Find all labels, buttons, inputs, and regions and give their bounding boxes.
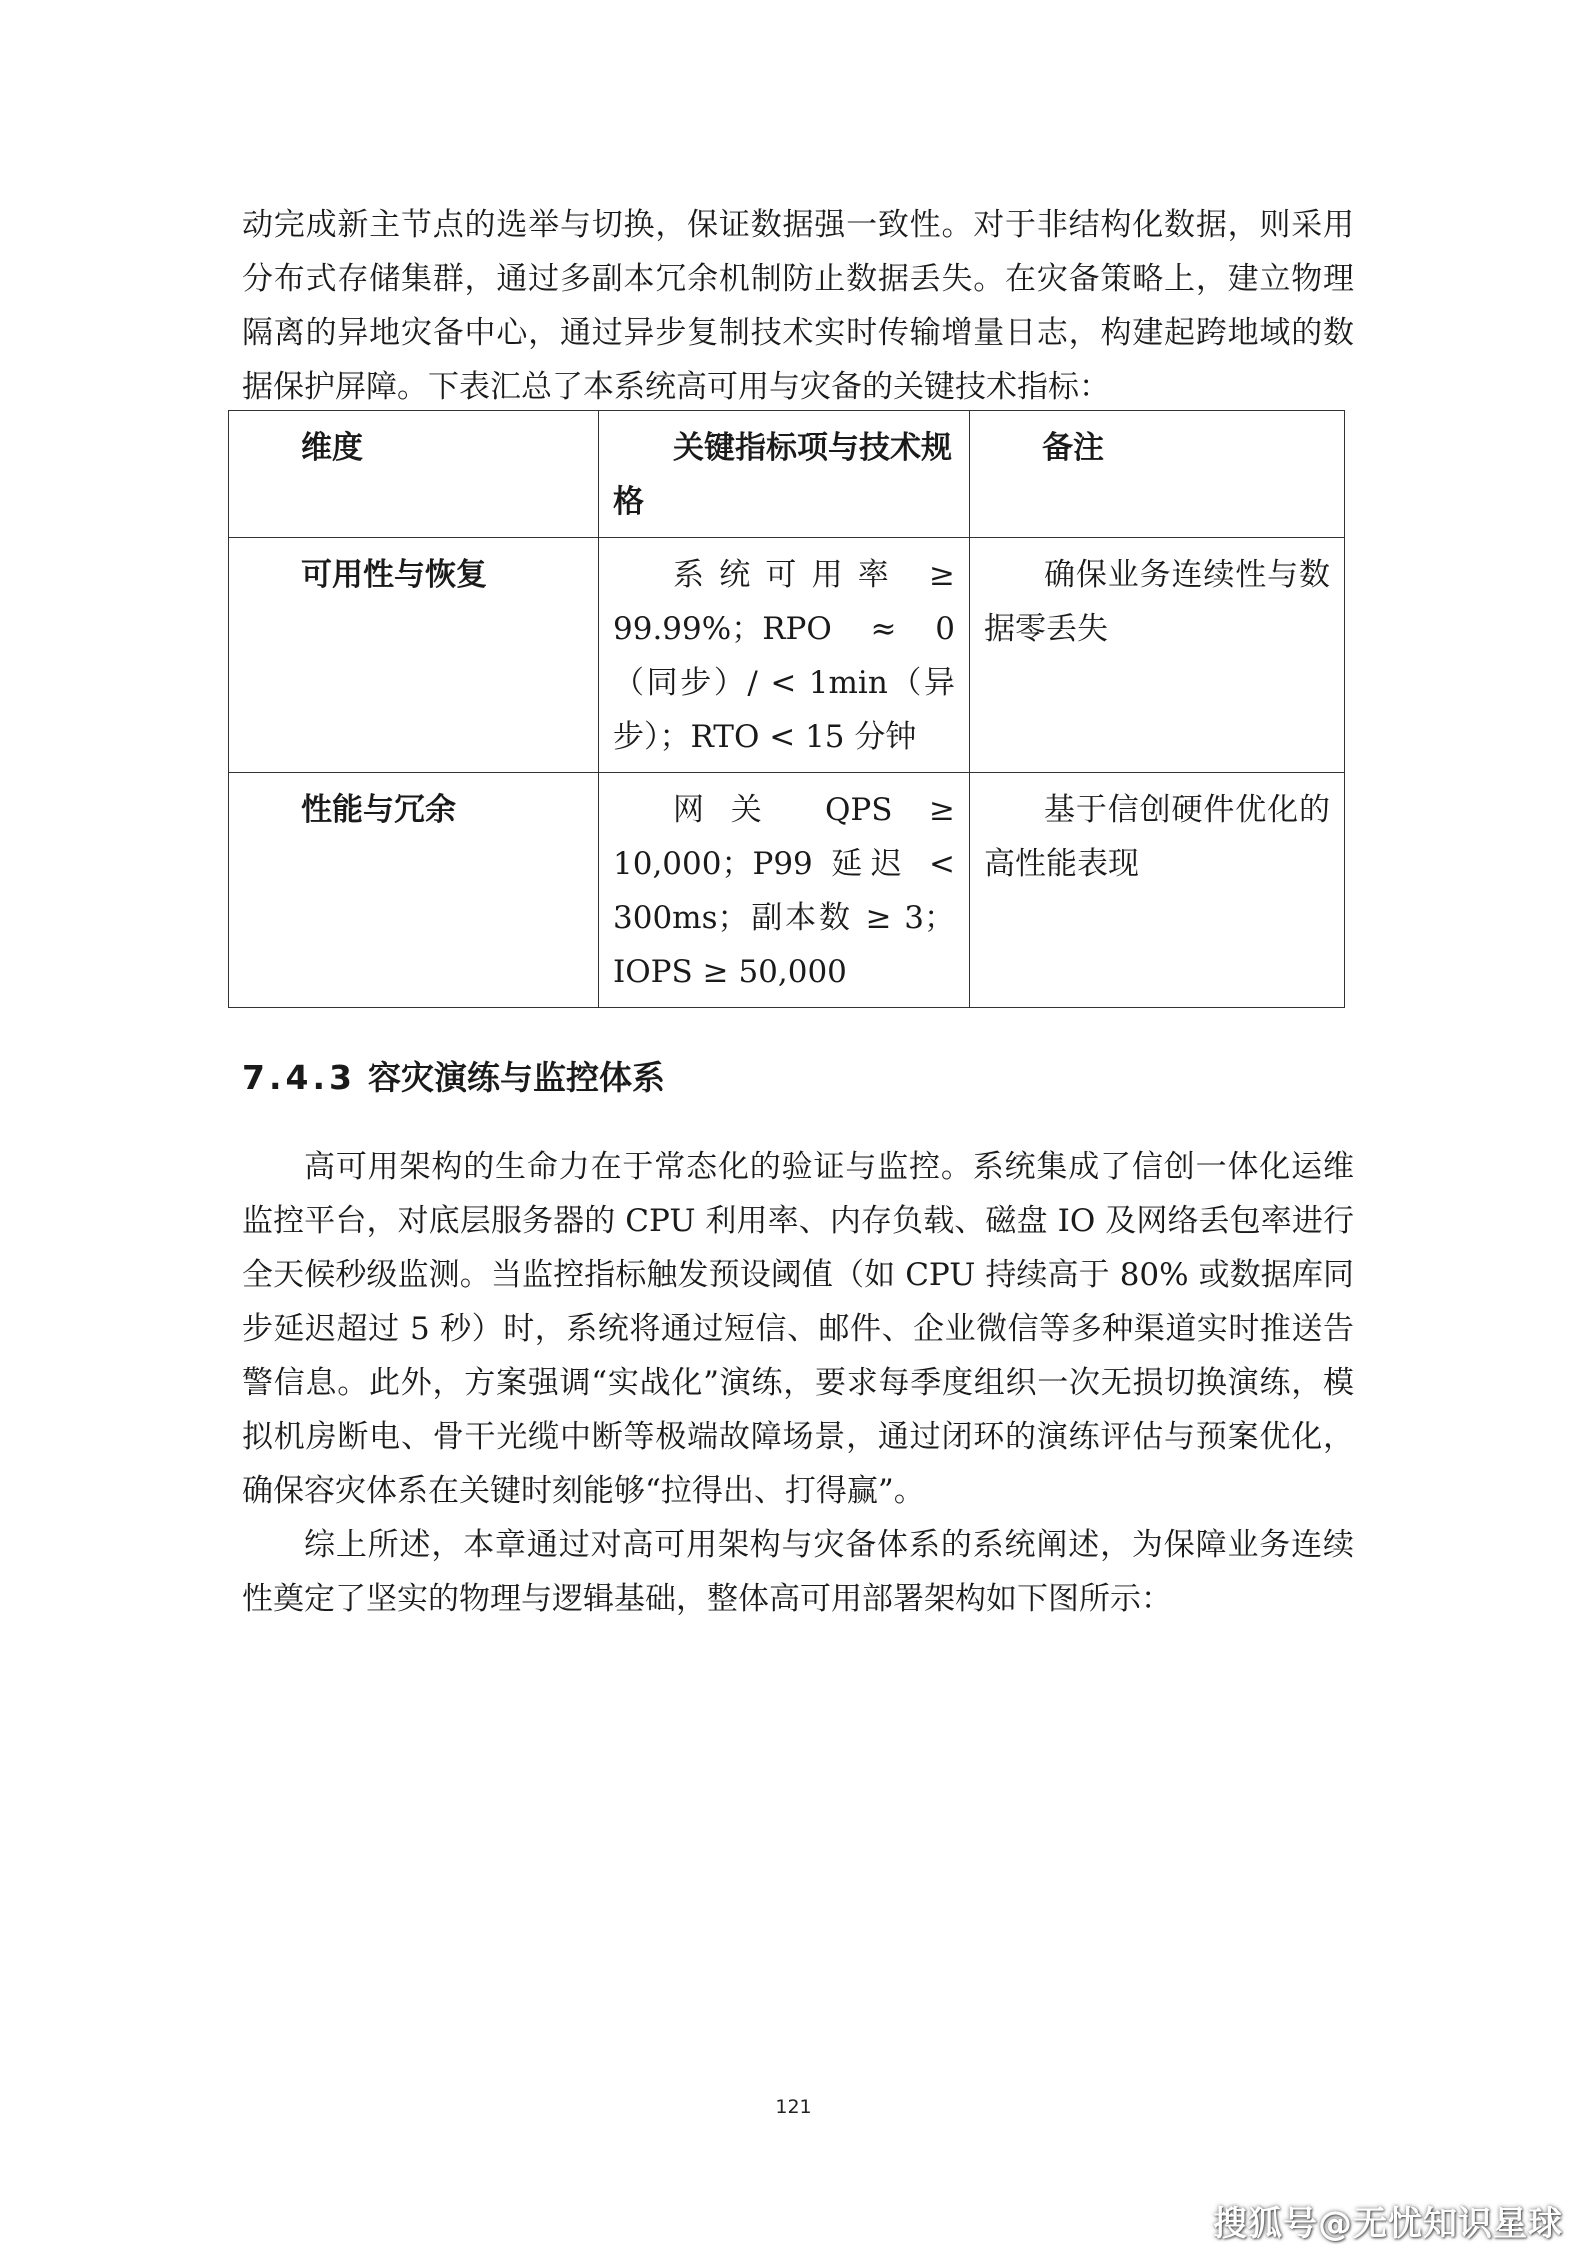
header-note: 备注 bbox=[970, 411, 1345, 538]
summary-paragraph: 综上所述，本章通过对高可用架构与灾备体系的系统阐述，为保障业务连续性奠定了坚实的物理与逻辑基础，整体高可用部署架构如下图所示： bbox=[242, 1527, 1354, 1617]
section-number: 7.4.3 bbox=[242, 1058, 356, 1097]
table-row bbox=[229, 773, 1345, 1008]
row-spec: 网关 QPS ≥ 10,000；P99 延迟 < 300ms；副本数 ≥ 3；IOPS ≥ 50,000 bbox=[599, 773, 970, 1008]
header-spec: 关键指标项与技术规格 bbox=[599, 411, 970, 538]
spec-table bbox=[228, 410, 1345, 1008]
monitoring-paragraph: 高可用架构的生命力在于常态化的验证与监控。系统集成了信创一体化运维监控平台，对底层服务器的 CPU 利用率、内存负载、磁盘 IO 及网络丢包率进行全天候秒级监测。当监控指标触发预设阈值（如 CPU 持续高于 80% 或数据库同步延迟超过 5 秒）时，系统将通过短信、邮件、企业微信等多种渠道实时推送告警信息。此外，方案强调“实战化”演练，要求每季度组织一次无损切换演练，模拟机房断电、骨干光缆中断等极端故障场景，通过闭环的演练评估与预案优化，确保容灾体系在关键时刻能够“拉得出、打得赢”。 bbox=[242, 1149, 1354, 1509]
section-title: 容灾演练与监控体系 bbox=[367, 1058, 665, 1097]
table-header-row bbox=[229, 411, 1345, 538]
row-spec: 系统可用率 ≥ 99.99%；RPO ≈ 0（同步）/ < 1min（异步）；RTO < 15 分钟 bbox=[599, 538, 970, 773]
row-dimension: 性能与冗余 bbox=[229, 773, 599, 1008]
header-dimension: 维度 bbox=[229, 411, 599, 538]
page-number: 121 bbox=[775, 2096, 812, 2118]
row-note: 确保业务连续性与数据零丢失 bbox=[970, 538, 1345, 773]
intro-paragraph: 动完成新主节点的选举与切换，保证数据强一致性。对于非结构化数据，则采用分布式存储集群，通过多副本冗余机制防止数据丢失。在灾备策略上，建立物理隔离的异地灾备中心，通过异步复制技术实时传输增量日志，构建起跨地域的数据保护屏障。下表汇总了本系统高可用与灾备的关键技术指标： bbox=[242, 207, 1354, 405]
section-heading bbox=[242, 1052, 665, 1099]
row-dimension: 可用性与恢复 bbox=[229, 538, 599, 773]
row-note: 基于信创硬件优化的高性能表现 bbox=[970, 773, 1345, 1008]
table-row bbox=[229, 538, 1345, 773]
watermark: 搜狐号@无忧知识星球 bbox=[1213, 2204, 1563, 2244]
